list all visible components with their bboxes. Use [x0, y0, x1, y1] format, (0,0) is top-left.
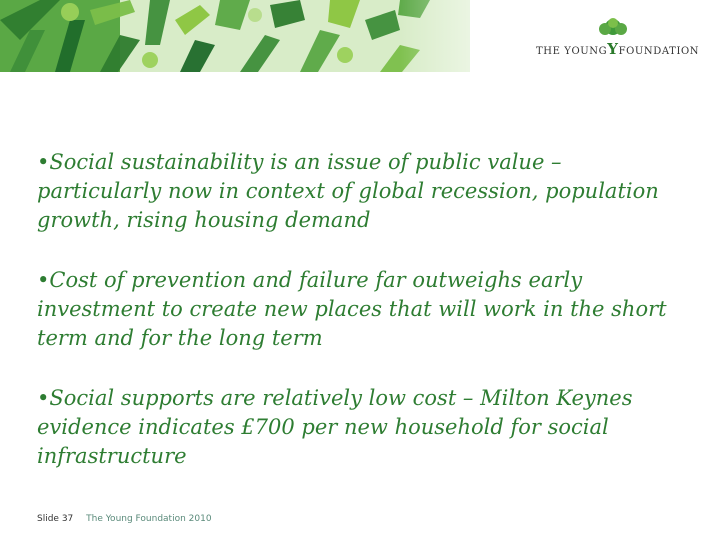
slide-footer [37, 514, 212, 524]
logo-text-after: FOUNDATION [618, 46, 700, 57]
logo-wordmark [536, 40, 699, 58]
bullet-point: •Social supports are relatively low cost – Milton Keynes evidence indicates £700 per new household for social infrastructure [37, 386, 633, 468]
bullet-point: •Social sustainability is an issue of public value – particularly now in context of global recession, population growth, rising housing demand [37, 150, 659, 232]
tree-icon [594, 18, 632, 42]
slide-body [37, 148, 687, 502]
slide-number: Slide 37 [37, 514, 74, 524]
footer-organization: The Young Foundation 2010 [86, 514, 212, 524]
bullet-point: •Cost of prevention and failure far outweighs early investment to create new places that will work in the short term and for the long term [37, 268, 667, 350]
young-foundation-logo [536, 18, 700, 58]
logo-big-letter: Y [607, 40, 619, 58]
logo-text-before: THE YOUNG [536, 46, 608, 57]
